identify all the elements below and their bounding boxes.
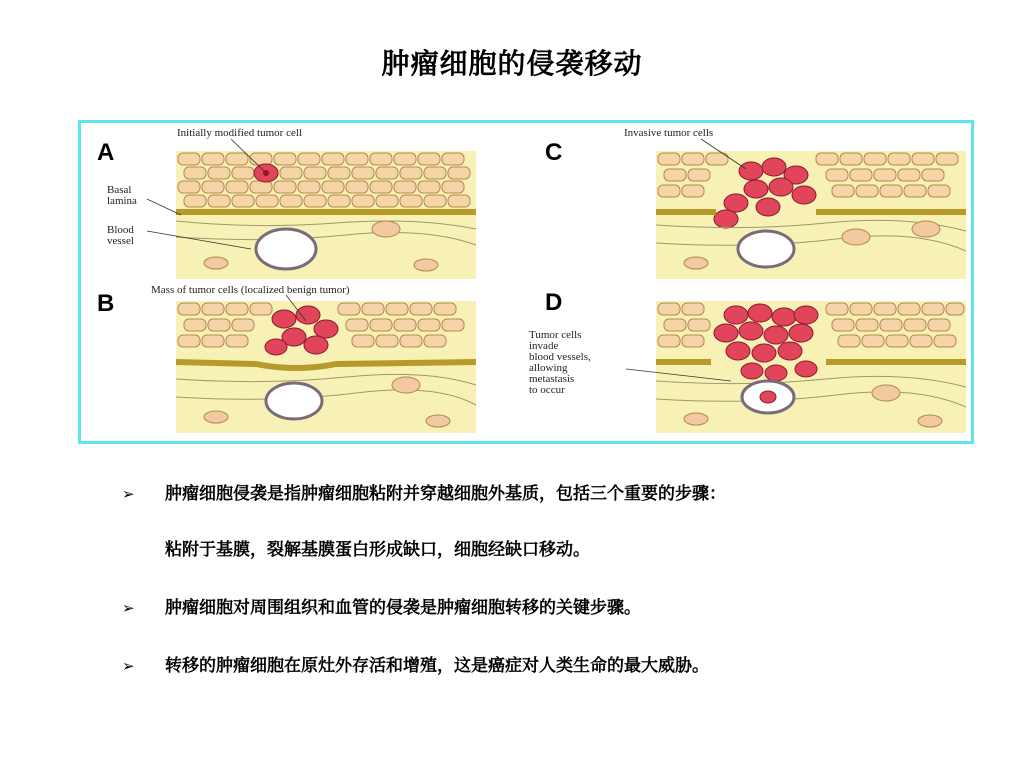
basal-lamina-label-line1: Basal [107, 184, 132, 196]
panel-d-letter: D [545, 289, 563, 316]
panel-d-caption-line6: to occur [529, 384, 565, 396]
slide-title: 肿瘤细胞的侵袭移动 [381, 47, 643, 80]
panel-c-caption: Invasive tumor cells [624, 127, 714, 139]
blood-vessel-label-line2: vessel [107, 235, 134, 247]
arrowhead-bullet-icon: ➢ [122, 485, 135, 503]
panel-a-caption: Initially modified tumor cell [177, 127, 302, 139]
panel-d-caption-line5: metastasis [529, 373, 575, 385]
arrowhead-bullet-icon: ➢ [122, 599, 135, 617]
panel-b-caption: Mass of tumor cells (localized benign tumor) [151, 284, 350, 296]
panel-d-caption-line2: invade [529, 340, 559, 352]
panel-d-caption-line1: Tumor cells [529, 329, 582, 341]
panel-a-letter: A [97, 139, 115, 166]
basal-lamina-label-line2: lamina [107, 195, 137, 207]
panel-b-letter: B [97, 290, 115, 317]
blood-vessel-label-line1: Blood [107, 224, 134, 236]
panel-c-letter: C [545, 139, 563, 166]
panel-d-caption-line3: blood vessels, [529, 351, 591, 363]
bullet-text: 肿瘤细胞侵袭是指肿瘤细胞粘附并穿越细胞外基质，包括三个重要的步骤： [165, 484, 726, 504]
bullet-text: 肿瘤细胞对周围组织和血管的侵袭是肿瘤细胞转移的关键步骤。 [165, 598, 641, 618]
panel-d-caption-line4: allowing [529, 362, 568, 374]
bullet-text: 转移的肿瘤细胞在原灶外存活和增殖，这是癌症对人类生命的最大威胁。 [165, 656, 709, 676]
bullet-continuation: 粘附于基膜，裂解基膜蛋白形成缺口，细胞经缺口移动。 [165, 540, 590, 560]
arrowhead-bullet-icon: ➢ [122, 657, 135, 675]
